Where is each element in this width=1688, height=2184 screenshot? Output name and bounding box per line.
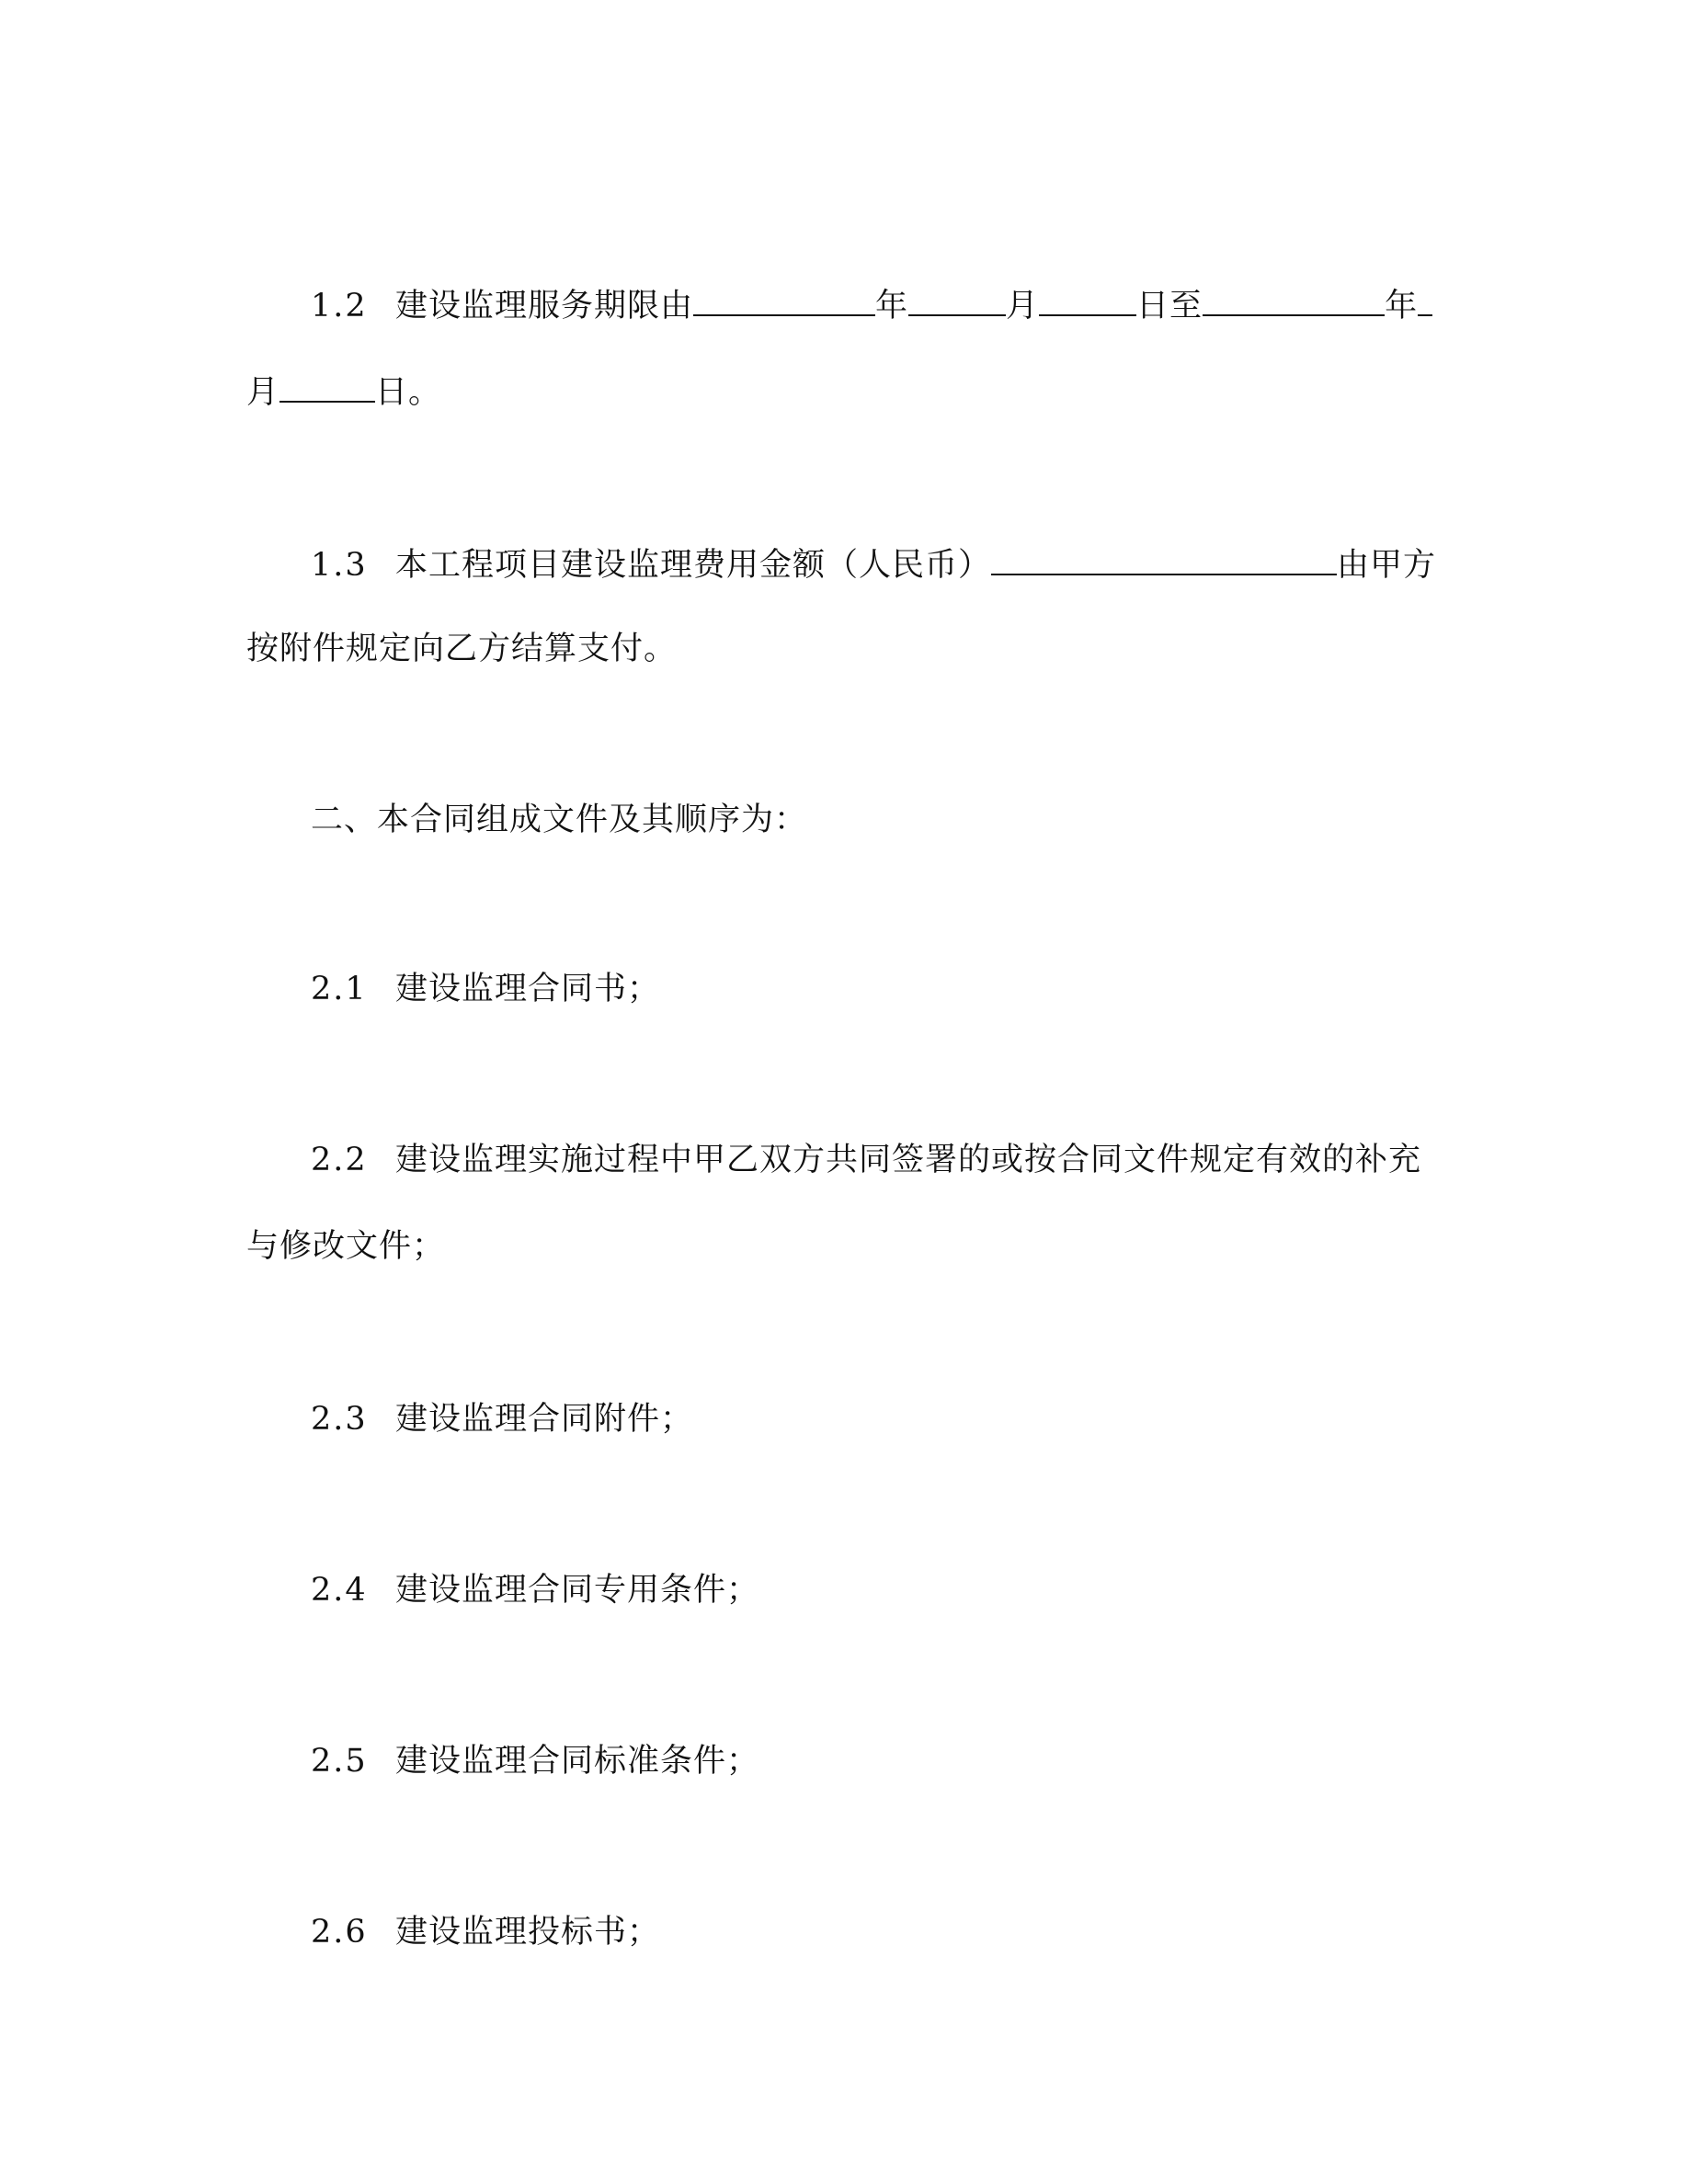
clause-number: 2.6 <box>311 1914 368 1951</box>
clause-text: 建设监理服务期限由 <box>395 288 694 324</box>
clause-number: 1.2 <box>311 288 368 324</box>
clause-1-3-line-1 <box>311 542 1436 586</box>
clause-text: 建设监理合同书； <box>395 971 661 1007</box>
clause-text-continued: 按附件规定向乙方结算支付。 <box>246 631 678 667</box>
section-heading-text: 二、本合同组成文件及其顺序为： <box>311 802 808 838</box>
clause-1-3-line-2 <box>246 629 677 669</box>
day-to-label: 日至 <box>1136 288 1203 324</box>
start-year-blank[interactable] <box>693 283 875 316</box>
clause-2-6 <box>311 1912 660 1952</box>
clause-number: 2.5 <box>311 1743 368 1780</box>
start-month-blank[interactable] <box>908 283 1006 316</box>
year-label: 年 <box>875 288 909 324</box>
clause-text: 建设监理合同附件； <box>395 1401 694 1438</box>
clause-2-2-line-1 <box>311 1140 1421 1180</box>
clause-text-after: 由甲方 <box>1337 547 1437 584</box>
month-label-2: 月 <box>246 374 280 411</box>
clause-1-2-line-2 <box>246 370 441 413</box>
end-month-blank-start[interactable] <box>1418 283 1432 316</box>
clause-2-1 <box>311 969 660 1009</box>
month-label: 月 <box>1006 288 1040 324</box>
year-label-2: 年 <box>1385 288 1419 324</box>
clause-number: 1.3 <box>311 547 368 584</box>
clause-text: 建设监理投标书； <box>395 1914 661 1951</box>
clause-text: 建设监理实施过程中甲乙双方共同签署的或按合同文件规定有效的补充 <box>395 1142 1422 1178</box>
end-day-blank[interactable] <box>279 370 375 403</box>
clause-text: 本工程项目建设监理费用金额（人民币） <box>395 547 992 584</box>
clause-1-2-line-1 <box>311 283 1432 326</box>
day-end-label: 日。 <box>375 374 442 411</box>
clause-number: 2.2 <box>311 1142 368 1178</box>
fee-amount-blank[interactable] <box>991 542 1337 575</box>
clause-2-2-line-2 <box>246 1226 445 1267</box>
clause-text: 建设监理合同专用条件； <box>395 1572 760 1609</box>
clause-number: 2.4 <box>311 1572 368 1609</box>
clause-2-3 <box>311 1399 693 1439</box>
clause-number: 2.3 <box>311 1401 368 1438</box>
section-2-heading <box>311 800 807 840</box>
clause-text: 建设监理合同标准条件； <box>395 1743 760 1780</box>
end-year-blank[interactable] <box>1203 283 1385 316</box>
clause-2-4 <box>311 1570 759 1610</box>
start-day-blank[interactable] <box>1039 283 1136 316</box>
clause-text-continued: 与修改文件； <box>246 1228 446 1265</box>
clause-2-5 <box>311 1741 759 1781</box>
clause-number: 2.1 <box>311 971 368 1007</box>
